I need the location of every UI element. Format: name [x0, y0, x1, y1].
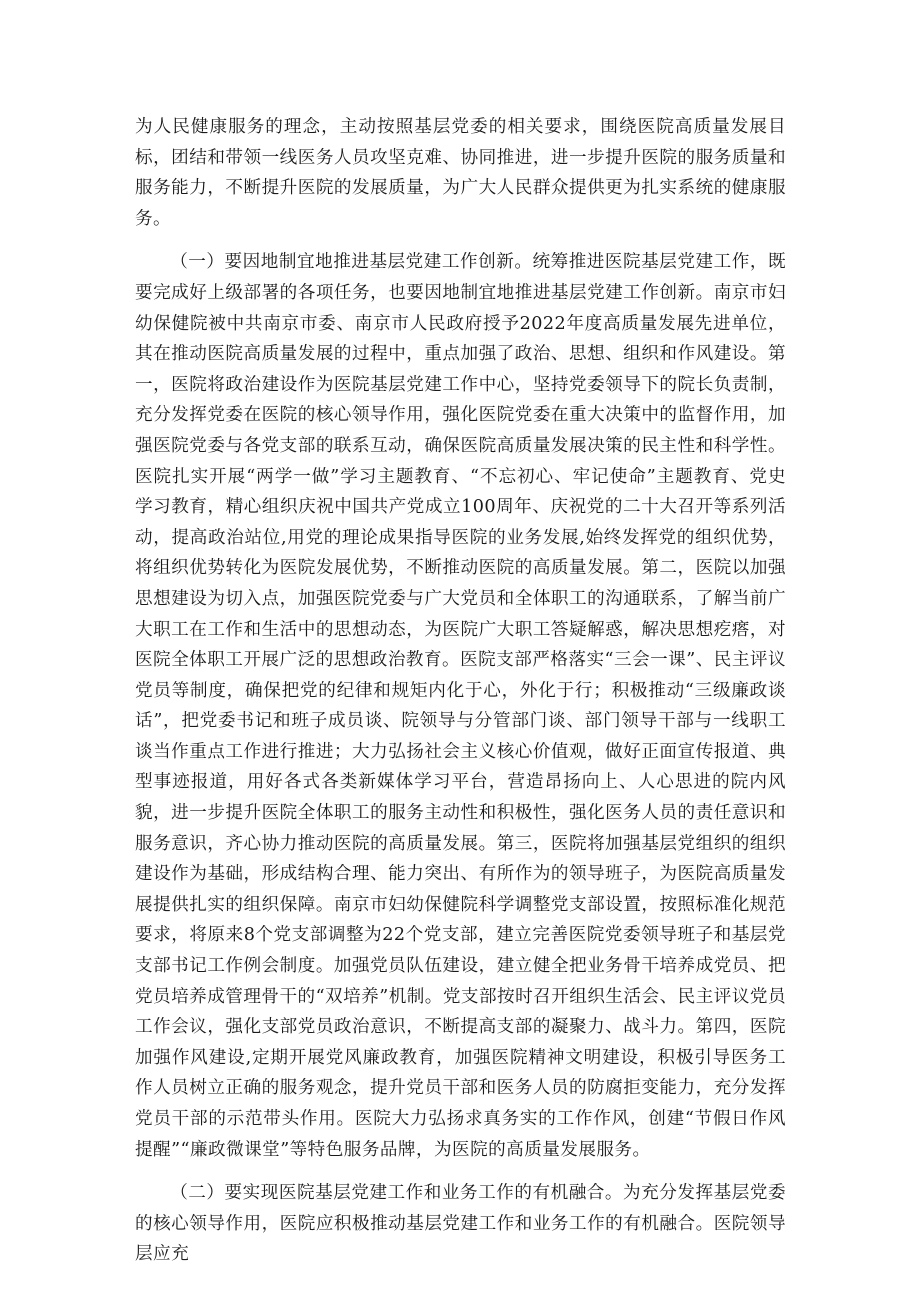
- document-body: [135, 112, 786, 1270]
- paragraph-section-one: （一）要因地制宜地推进基层党建工作创新。统筹推进医院基层党建工作，既要完成好上级部署的各项任务，也要因地制宜地推进基层党建工作创新。南京市妇幼保健院被中共南京市委、南京市人民政府授予2022年度高质量发展先进单位，其在推动医院高质量发展的过程中，重点加强了政治、思想、组织和作风建设。第一，医院将政治建设作为医院基层党建工作中心，坚持党委领导下的院长负责制，充分发挥党委在医院的核心领导作用，强化医院党委在重大决策中的监督作用，加强医院党委与各党支部的联系互动，确保医院高质量发展决策的民主性和科学性。医院扎实开展“两学一做”学习主题教育、“不忘初心、牢记使命”主题教育、党史学习教育，精心组织庆祝中国共产党成立100周年、庆祝党的二十大召开等系列活动，提高政治站位,用党的理论成果指导医院的业务发展,始终发挥党的组织优势，将组织优势转化为医院发展优势，不断推动医院的高质量发展。第二，医院以加强思想建设为切入点，加强医院党委与广大党员和全体职工的沟通联系，了解当前广大职工在工作和生活中的思想动态，为医院广大职工答疑解惑，解决思想疙瘩，对医院全体职工开展广泛的思想政治教育。医院支部严格落实“三会一课”、民主评议党员等制度，确保把党的纪律和规矩内化于心，外化于行；积极推动“三级廉政谈话”，把党委书记和班子成员谈、院领导与分管部门谈、部门领导干部与一线职工谈当作重点工作进行推进；大力弘扬社会主义核心价值观，做好正面宣传报道、典型事迹报道，用好各式各类新媒体学习平台，营造昂扬向上、人心思进的院内风貌，进一步提升医院全体职工的服务主动性和积极性，强化医务人员的责任意识和服务意识，齐心协力推动医院的高质量发展。第三，医院将加强基层党组织的组织建设作为基础，形成结构合理、能力突出、有所作为的领导班子，为医院高质量发展提供扎实的组织保障。南京市妇幼保健院科学调整党支部设置，按照标准化规范要求，将原来8个党支部调整为22个党支部，建立完善医院党委领导班子和基层党支部书记工作例会制度。加强党员队伍建设，建立健全把业务骨干培养成党员、把党员培养成管理骨干的“双培养”机制。党支部按时召开组织生活会、民主评议党员工作会议，强化支部党员政治意识，不断提高支部的凝聚力、战斗力。第四，医院加强作风建设,定期开展党风廉政教育，加强医院精神文明建设，积极引导医务工作人员树立正确的服务观念，提升党员干部和医务人员的防腐拒变能力，充分发挥党员干部的示范带头作用。医院大力弘扬求真务实的工作作风，创建“节假日作风提醒”“廉政微课堂”等特色服务品牌，为医院的高质量发展服务。: [135, 252, 786, 1160]
- paragraph-section-two: （二）要实现医院基层党建工作和业务工作的有机融合。为充分发挥基层党委的核心领导作用，医院应积极推动基层党建工作和业务工作的有机融合。医院领导层应充: [135, 1183, 786, 1265]
- paragraph-intro-continuation: 为人民健康服务的理念，主动按照基层党委的相关要求，围绕医院高质量发展目标，团结和带领一线医务人员攻坚克难、协同推进，进一步提升医院的服务质量和服务能力，不断提升医院的发展质量，为广大人民群众提供更为扎实系统的健康服务。: [135, 117, 786, 229]
